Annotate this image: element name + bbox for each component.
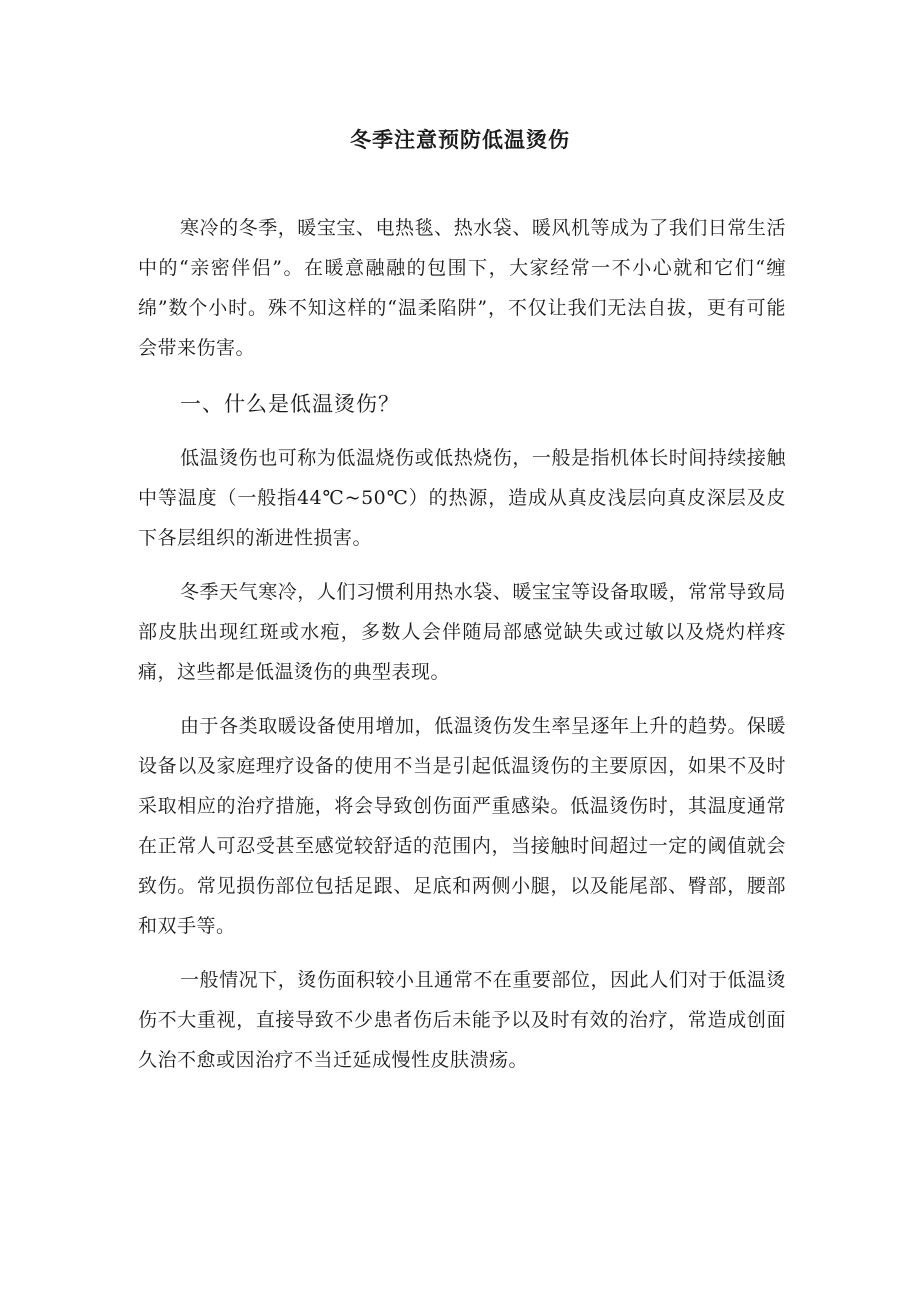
document-body <box>138 208 786 1094</box>
paragraph-definition: 低温烫伤也可称为低温烧伤或低热烧伤，一般是指机体长时间持续接触中等温度（一般指44℃~50℃）的热源，造成从真皮浅层向真皮深层及皮下各层组织的渐进性损害。 <box>138 447 786 549</box>
paragraph-consequences: 一般情况下，烫伤面积较小且通常不在重要部位，因此人们对于低温烫伤不大重视，直接导致不少患者伤后未能予以及时有效的治疗，常造成创面久治不愈或因治疗不当迁延成慢性皮肤溃疡。 <box>138 969 786 1071</box>
paragraph-symptoms: 冬季天气寒冷，人们习惯利用热水袋、暖宝宝等设备取暖，常常导致局部皮肤出现红斑或水疱，多数人会伴随局部感觉缺失或过敏以及烧灼样疼痛，这些都是低温烫伤的典型表现。 <box>138 581 786 683</box>
document-title: 冬季注意预防低温烫伤 <box>350 128 570 152</box>
paragraph-intro: 寒冷的冬季，暖宝宝、电热毯、热水袋、暖风机等成为了我们日常生活中的“亲密伴侣”。在暖意融融的包围下，大家经常一不小心就和它们“缠绵”数个小时。殊不知这样的“温柔陷阱”，不仅让我们无法自拔，更有可能会带来伤害。 <box>138 217 786 359</box>
section-heading-1: 一、什么是低温烫伤？ <box>180 392 400 416</box>
paragraph-causes: 由于各类取暖设备使用增加，低温烫伤发生率呈逐年上升的趋势。保暖设备以及家庭理疗设备的使用不当是引起低温烫伤的主要原因，如果不及时采取相应的治疗措施，将会导致创伤面严重感染。低温烫伤时，其温度通常在正常人可忍受甚至感觉较舒适的范围内，当接触时间超过一定的阈值就会致伤。常见损伤部位包括足跟、足底和两侧小腿，以及能尾部、臀部，腰部和双手等。 <box>138 715 786 937</box>
